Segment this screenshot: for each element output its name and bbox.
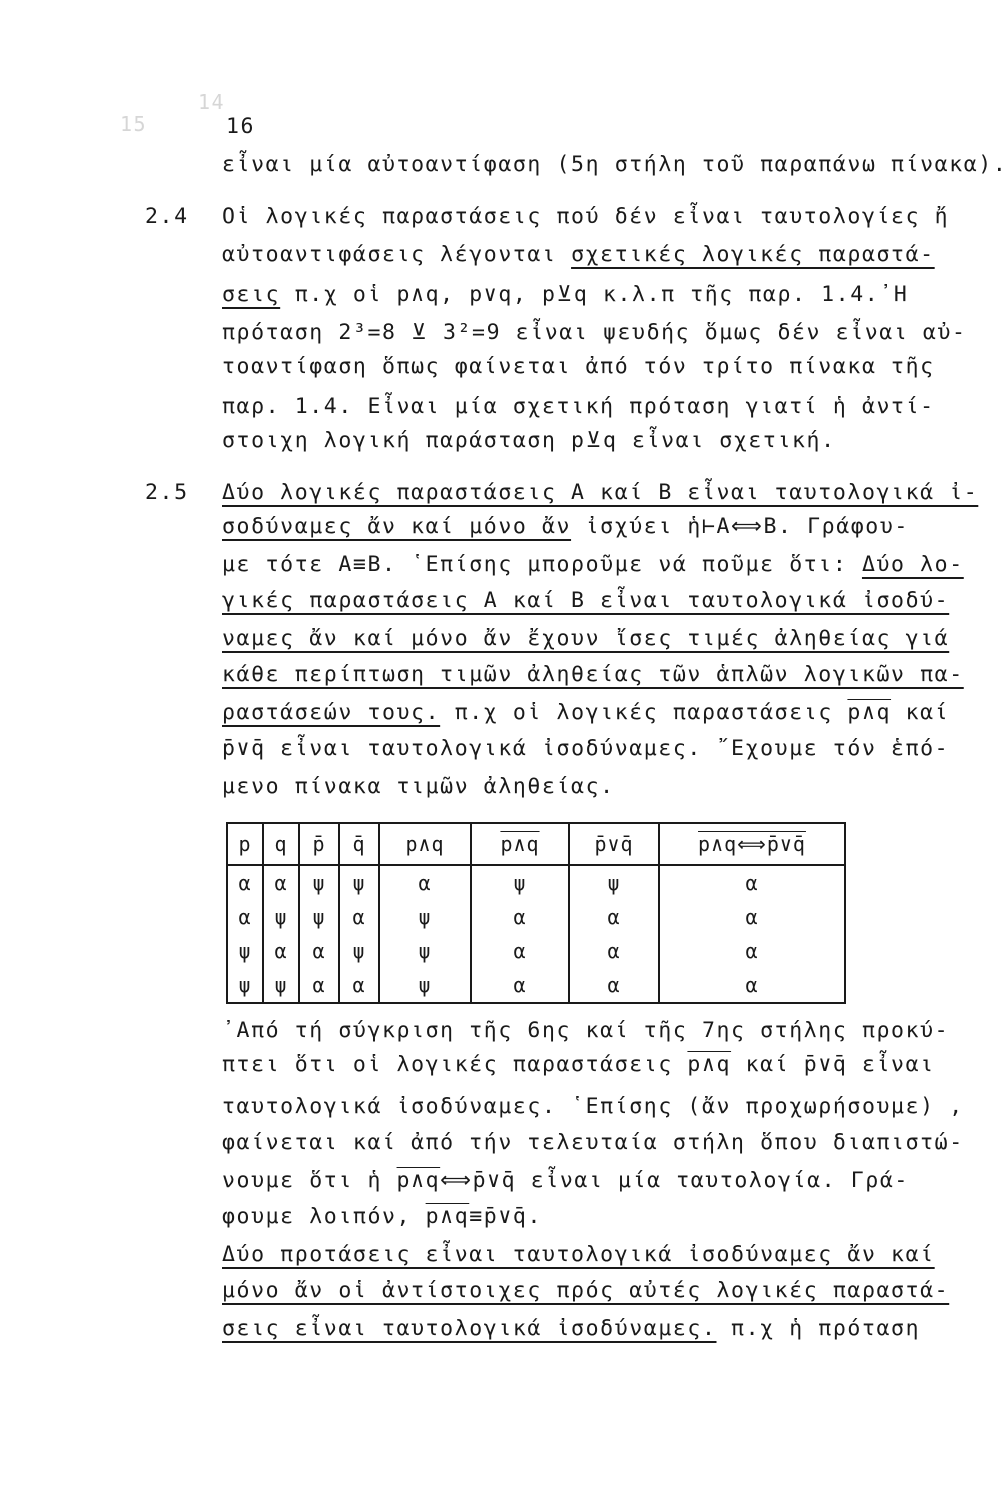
text-line-22 bbox=[222, 1166, 909, 1196]
text-line-10 bbox=[222, 512, 909, 542]
table-row bbox=[227, 968, 845, 1003]
column-header: p̄ bbox=[299, 823, 339, 865]
table-cell: α bbox=[659, 900, 845, 934]
underlined-term: Δύο λο- bbox=[861, 552, 964, 577]
negated-expression: p∧q bbox=[687, 1052, 732, 1077]
table-cell: α bbox=[659, 934, 845, 968]
text-line-11 bbox=[222, 550, 964, 580]
text-line-15 bbox=[222, 698, 949, 728]
truth-table bbox=[226, 822, 846, 1004]
table-cell: ψ bbox=[263, 968, 299, 1003]
text-line-16 bbox=[222, 734, 949, 764]
text-line-20: ταυτολογικά ἰσοδύναμες. ῾Επίσης (ἄν προχωρήσουμε) , bbox=[222, 1094, 964, 1119]
text-line-6: τοαντίφαση ὅπως φαίνεται ἀπό τόν τρίτο πίνακα τῆς bbox=[222, 354, 935, 379]
column-header bbox=[471, 823, 569, 865]
table-cell: ψ bbox=[379, 968, 471, 1003]
table-cell: α bbox=[659, 865, 845, 900]
table-cell: ψ bbox=[227, 968, 263, 1003]
text-line-4 bbox=[222, 280, 908, 310]
table-row bbox=[227, 934, 845, 968]
negated-header: p∧q bbox=[500, 832, 540, 856]
table-cell: α bbox=[227, 865, 263, 900]
table-cell: α bbox=[569, 934, 659, 968]
text-run: εἶναι ταυτολογικά ἰσοδύναμες. ῎Εχουμε τόν ἑπό- bbox=[265, 736, 950, 761]
table-cell: ψ bbox=[379, 934, 471, 968]
text-line-23 bbox=[222, 1202, 542, 1232]
text-line-7: παρ. 1.4. Εἶναι μία σχετική πρόταση γιατί ἡ ἀντί- bbox=[222, 394, 935, 419]
table-cell: α bbox=[299, 968, 339, 1003]
text-line-21: φαίνεται καί ἀπό τήν τελευταία στήλη ὅπου διαπιστώ- bbox=[222, 1130, 964, 1155]
table-cell: α bbox=[659, 968, 845, 1003]
text-line-5: πρόταση 2³=8 ⊻ 3²=9 εἶναι ψευδής ὅμως δέν εἶναι αὐ- bbox=[222, 320, 967, 345]
underlined-term: ραστάσεών τους. bbox=[222, 700, 441, 725]
text-line-12: γικές παραστάσεις Α καί Β εἶναι ταυτολογικά ἰσοδύ- bbox=[222, 588, 950, 613]
table-cell: α bbox=[339, 900, 379, 934]
column-header: p̄∨q̄ bbox=[569, 823, 659, 865]
table-cell: α bbox=[379, 865, 471, 900]
table-cell: α bbox=[471, 900, 569, 934]
table-cell: ψ bbox=[379, 900, 471, 934]
table-row bbox=[227, 900, 845, 934]
negated-expression: p∧q bbox=[396, 1168, 441, 1193]
bleed-through-b: 15 bbox=[120, 112, 148, 136]
column-header: p∧q bbox=[379, 823, 471, 865]
table-cell: ψ bbox=[299, 900, 339, 934]
text-line-8: στοιχη λογική παράσταση p⊻q εἶναι σχετική. bbox=[222, 428, 836, 453]
text-run: ἰσχύει ἡ⊢Α⟺Β. Γράφου- bbox=[571, 514, 909, 539]
negated-expression: p∧q bbox=[847, 700, 892, 725]
text-run: πτει ὅτι οἱ λογικές παραστάσεις bbox=[222, 1052, 688, 1077]
bleed-through-a: 14 bbox=[198, 90, 226, 114]
table-cell: α bbox=[227, 900, 263, 934]
page-number: 16 bbox=[226, 114, 256, 139]
table-row bbox=[227, 865, 845, 900]
text-line-18: ᾿Από τή σύγκριση τῆς 6ης καί τῆς 7ης στήλης προκύ- bbox=[222, 1018, 950, 1043]
text-line-24: Δύο προτάσεις εἶναι ταυτολογικά ἰσοδύναμες ἄν καί bbox=[222, 1242, 935, 1267]
table-cell: α bbox=[299, 934, 339, 968]
underlined-term: σοδύναμες ἄν καί μόνο ἄν bbox=[222, 514, 572, 539]
column-header: p bbox=[227, 823, 263, 865]
text-line-14: κάθε περίπτωση τιμῶν ἀληθείας τῶν ἁπλῶν λογικῶν πα- bbox=[222, 662, 964, 687]
column-header: q̄ bbox=[339, 823, 379, 865]
text-run: π.χ οἱ λογικές παραστάσεις bbox=[440, 700, 848, 725]
text-run: p̄∨q̄ bbox=[222, 736, 266, 761]
text-run: φουμε λοιπόν, bbox=[222, 1204, 426, 1229]
text-line-9: Δύο λογικές παραστάσεις Α καί Β εἶναι ταυτολογικά ἰ- bbox=[222, 480, 979, 505]
underlined-term: σεις bbox=[222, 282, 281, 307]
table-cell: α bbox=[263, 934, 299, 968]
text-line-25: μόνο ἄν οἱ ἀντίστοιχες πρός αὐτές λογικές παραστά- bbox=[222, 1278, 950, 1303]
table-cell: α bbox=[569, 968, 659, 1003]
text-run: με τότε Α≡Β. ῾Επίσης μποροῦμε νά ποῦμε ὅτι: bbox=[222, 552, 862, 577]
table-cell: ψ bbox=[339, 934, 379, 968]
text-run: αὐτοαντιφάσεις λέγονται bbox=[222, 242, 572, 267]
section-number-2-5: 2.5 bbox=[145, 480, 189, 505]
text-line-13: ναμες ἄν καί μόνο ἄν ἔχουν ἴσες τιμές ἀληθείας γιά bbox=[222, 626, 950, 651]
column-header bbox=[659, 823, 845, 865]
text-line-26 bbox=[222, 1314, 920, 1344]
negated-header: p∧q⟺p̄∨q̄ bbox=[698, 832, 806, 856]
underlined-term: σχετικές λογικές παραστά- bbox=[571, 242, 935, 267]
text-line-1: εἶναι μία αὐτοαντίφαση (5η στήλη τοῦ παραπάνω πίνακα). bbox=[222, 152, 1007, 177]
text-run: νουμε ὅτι ἡ bbox=[222, 1168, 397, 1193]
text-run: ≡p̄∨q̄. bbox=[469, 1204, 542, 1229]
text-line-17: μενο πίνακα τιμῶν ἀληθείας. bbox=[222, 774, 615, 799]
text-run: π.χ οἱ p∧q, p∨q, p⊻q κ.λ.π τῆς παρ. 1.4.᾿Η bbox=[280, 282, 909, 307]
table-cell: ψ bbox=[339, 865, 379, 900]
table-cell: α bbox=[339, 968, 379, 1003]
text-run: καί p̄∨q̄ εἶναι bbox=[731, 1052, 935, 1077]
table-cell: α bbox=[471, 934, 569, 968]
column-header: q bbox=[263, 823, 299, 865]
table-cell: ψ bbox=[471, 865, 569, 900]
table-header-row bbox=[227, 823, 845, 865]
table-cell: α bbox=[471, 968, 569, 1003]
table-cell: α bbox=[263, 865, 299, 900]
underlined-term: σεις εἶναι ταυτολογικά ἰσοδύναμες. bbox=[222, 1316, 717, 1341]
text-line-19 bbox=[222, 1050, 935, 1080]
text-run: π.χ ἡ πρόταση bbox=[716, 1316, 921, 1341]
text-run: ⟺p̄∨q̄ εἶναι μία ταυτολογία. Γρά- bbox=[440, 1168, 909, 1193]
section-number-2-4: 2.4 bbox=[145, 204, 189, 229]
negated-expression: p∧q bbox=[425, 1204, 470, 1229]
table-cell: ψ bbox=[227, 934, 263, 968]
table-cell: ψ bbox=[263, 900, 299, 934]
text-line-2: Οἱ λογικές παραστάσεις πού δέν εἶναι ταυτολογίες ἤ bbox=[222, 204, 950, 229]
text-line-3 bbox=[222, 240, 935, 270]
table-cell: ψ bbox=[569, 865, 659, 900]
table-cell: ψ bbox=[299, 865, 339, 900]
text-run: καί bbox=[891, 700, 950, 725]
table-cell: α bbox=[569, 900, 659, 934]
